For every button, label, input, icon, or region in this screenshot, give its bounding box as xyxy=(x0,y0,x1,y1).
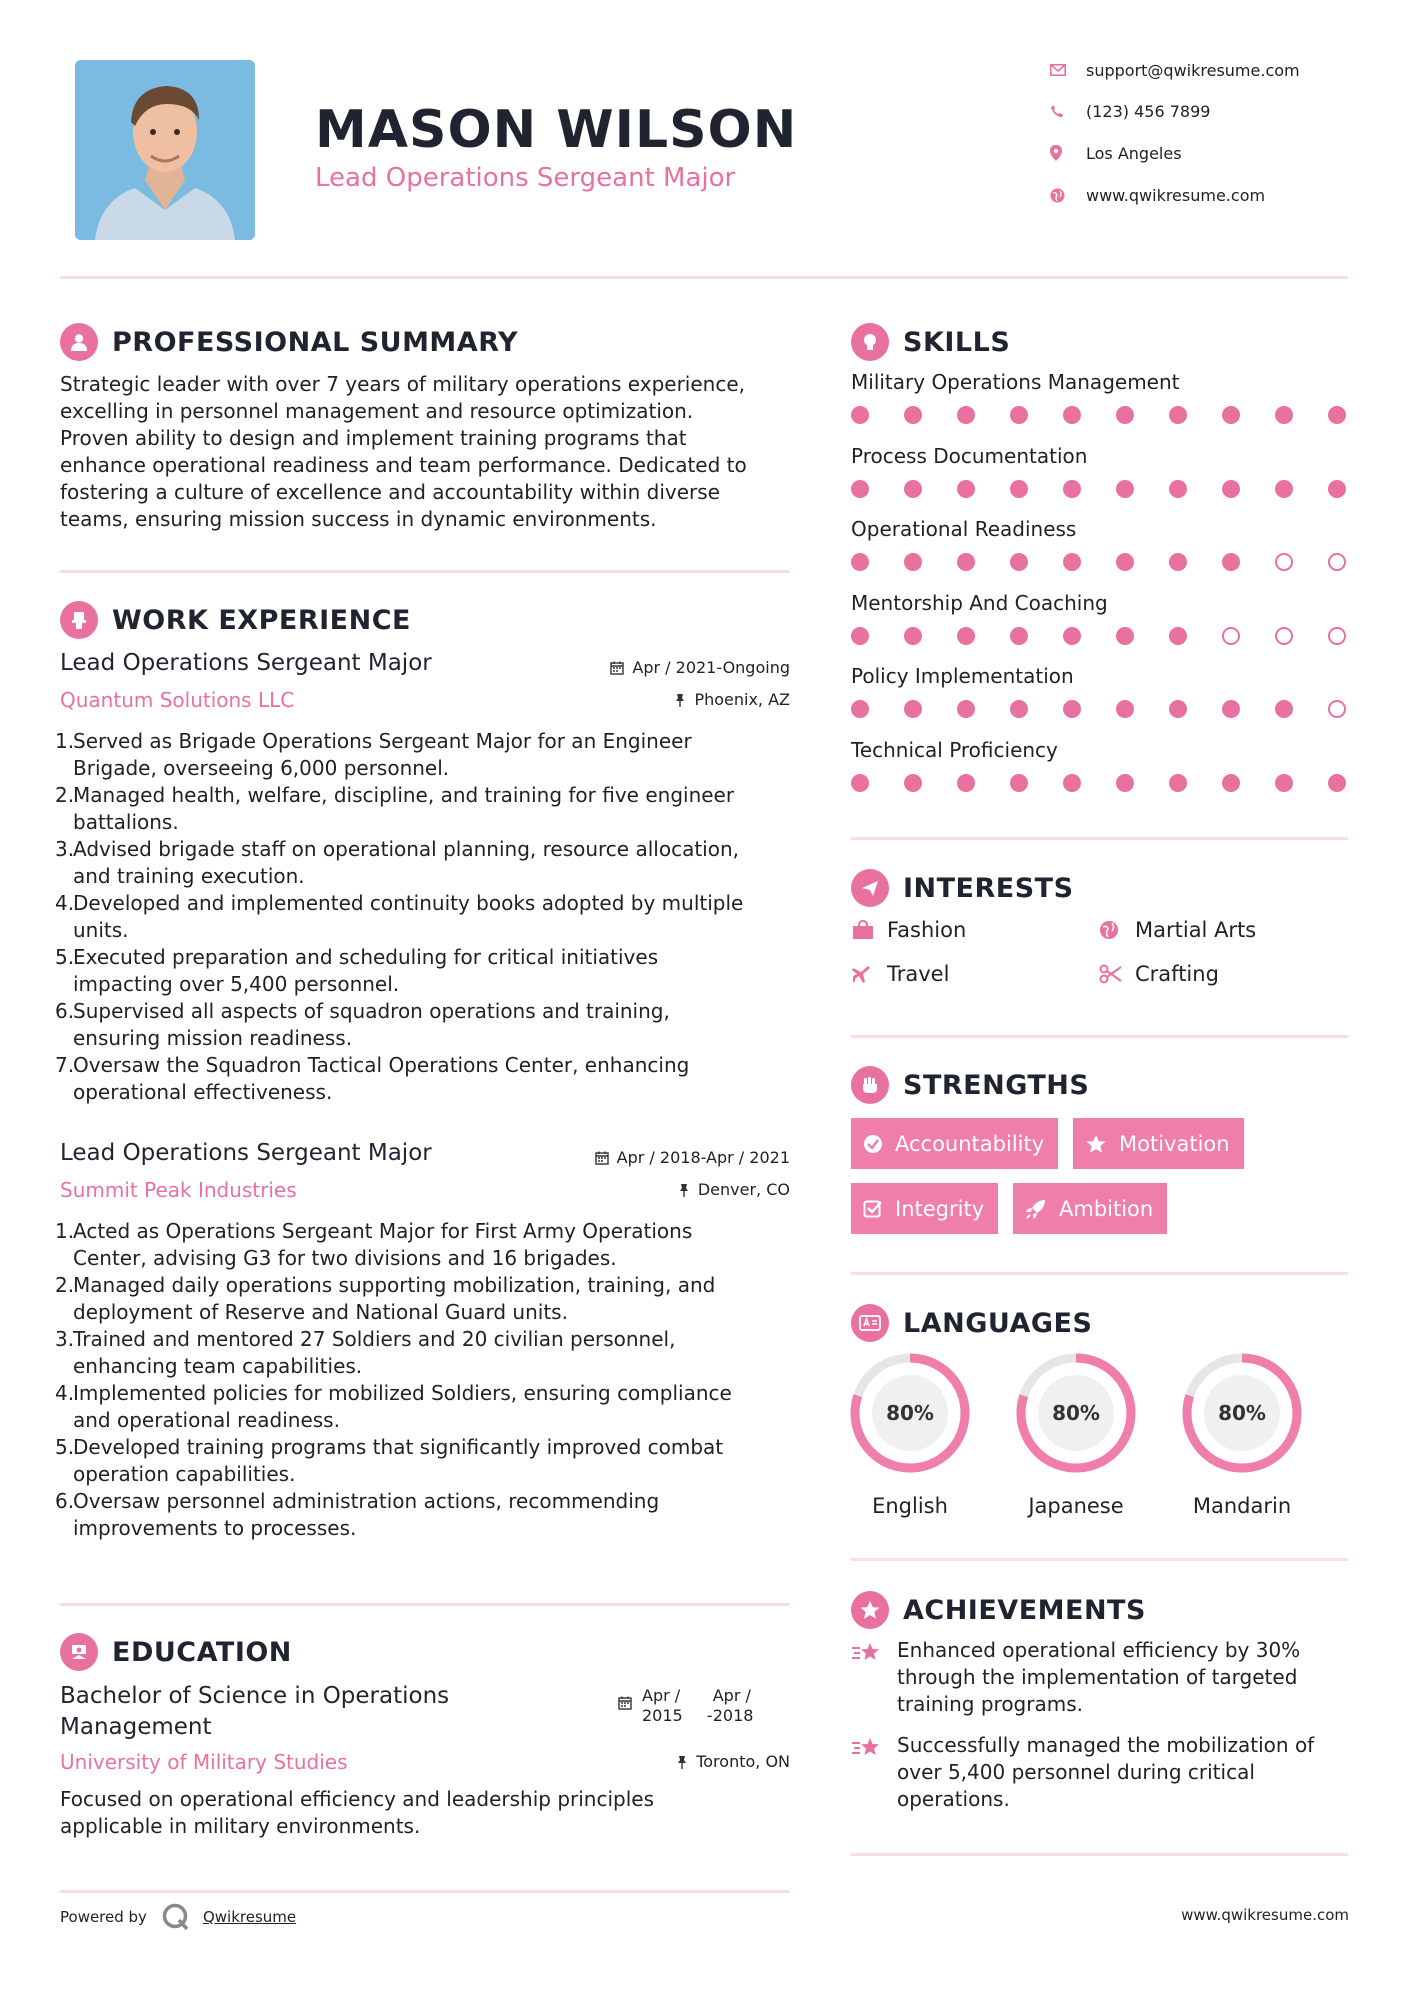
language-name: English xyxy=(872,1494,948,1518)
qwikresume-link[interactable]: Qwikresume xyxy=(202,1908,297,1926)
rating-dot-filled xyxy=(1169,627,1187,645)
list-item: 7. Oversaw the Squadron Tactical Operations Center, enhancing operational effectiveness. xyxy=(55,1053,690,1104)
skill-rating xyxy=(851,480,1346,498)
rating-dot-filled xyxy=(1222,774,1240,792)
achievements-heading: ACHIEVEMENTS xyxy=(851,1590,1146,1630)
list-item: 5. Developed training programs that significantly improved combat operation capabilities. xyxy=(55,1435,724,1486)
skill-rating xyxy=(851,553,1346,571)
education-heading: EDUCATION xyxy=(60,1632,292,1672)
pushpin-icon xyxy=(676,1755,688,1769)
rating-dot-filled xyxy=(1169,406,1187,424)
profile-photo xyxy=(75,60,255,240)
education-description: Focused on operational efficiency and leadership principles applicable in military environments. xyxy=(60,1787,655,1838)
rating-dot-filled xyxy=(851,406,869,424)
star-icon xyxy=(1085,1134,1107,1154)
rating-dot-filled xyxy=(1010,406,1028,424)
rating-dot-filled xyxy=(1063,774,1081,792)
rating-dot-filled xyxy=(1116,627,1134,645)
language-card-icon xyxy=(851,1304,889,1342)
job-1-dates: Apr / 2021-Ongoing xyxy=(610,658,790,677)
list-item: 1. Acted as Operations Sergeant Major for First Army Operations Center, advising G3 for two divisions and 16 brigades. xyxy=(55,1219,693,1270)
skill-name: Technical Proficiency xyxy=(851,737,1058,762)
skill-row xyxy=(851,664,1346,718)
location-text: Los Angeles xyxy=(1086,143,1182,163)
strengths-heading: STRENGTHS xyxy=(851,1065,1089,1105)
languages-divider xyxy=(851,1558,1348,1561)
strength-tag-motivation: Motivation xyxy=(1073,1118,1244,1169)
rating-dot-filled xyxy=(1010,627,1028,645)
list-item: 4. Implemented policies for mobilized Soldiers, ensuring compliance and operational readiness. xyxy=(55,1381,732,1432)
rating-dot-filled xyxy=(851,700,869,718)
language-percent: 80% xyxy=(1218,1401,1266,1425)
footer-divider xyxy=(60,1890,790,1893)
rating-dot-filled xyxy=(1063,627,1081,645)
rating-dot-filled xyxy=(1063,406,1081,424)
skill-row xyxy=(851,370,1346,424)
job-1-duties xyxy=(55,728,800,1106)
globe-icon xyxy=(1050,188,1086,203)
achievement-1: Enhanced operational efficiency by 30% through the implementation of targeted training programs. xyxy=(851,1637,1351,1718)
pushpin-icon xyxy=(678,1183,690,1197)
rating-dot-filled xyxy=(1116,774,1134,792)
email-text: support@qwikresume.com xyxy=(1086,60,1300,80)
education-location: Toronto, ON xyxy=(676,1752,790,1771)
website-text: www.qwikresume.com xyxy=(1086,185,1266,205)
rating-dot-filled xyxy=(1010,700,1028,718)
list-item: 2. Managed daily operations supporting mobilization, training, and deployment of Reserve and National Guard units. xyxy=(55,1273,716,1324)
work-divider xyxy=(60,1603,790,1606)
rating-dot-filled xyxy=(1275,406,1293,424)
briefcase-icon xyxy=(60,601,98,639)
education-dates: Apr / 2015 Apr / - 2018 xyxy=(618,1686,753,1726)
rating-dot-filled xyxy=(1116,700,1134,718)
skill-row xyxy=(851,591,1346,645)
rating-dot-empty xyxy=(1222,627,1240,645)
rating-dot-filled xyxy=(1063,700,1081,718)
rating-dot-filled xyxy=(904,406,922,424)
job-2-company: Summit Peak Industries xyxy=(60,1178,297,1202)
rating-dot-filled xyxy=(851,553,869,571)
skills-heading: SKILLS xyxy=(851,322,1010,362)
rating-dot-filled xyxy=(957,553,975,571)
rating-dot-filled xyxy=(904,627,922,645)
skill-row xyxy=(851,444,1346,498)
rating-dot-filled xyxy=(1116,406,1134,424)
lightbulb-icon xyxy=(851,323,889,361)
rating-dot-filled xyxy=(1169,700,1187,718)
achievements-divider xyxy=(851,1853,1348,1856)
summary-heading: PROFESSIONAL SUMMARY xyxy=(60,322,518,362)
header-divider xyxy=(60,276,1348,279)
scissors-icon xyxy=(1099,964,1135,984)
language-name: Mandarin xyxy=(1192,1494,1292,1518)
calendar-icon xyxy=(610,661,624,675)
rating-dot-filled xyxy=(1116,480,1134,498)
rating-dot-empty xyxy=(1328,700,1346,718)
contact-location xyxy=(1050,138,1182,168)
job-1-title: Lead Operations Sergeant Major xyxy=(60,650,432,676)
handbag-icon xyxy=(851,920,887,940)
phone-icon xyxy=(1050,104,1086,118)
rating-dot-filled xyxy=(1275,774,1293,792)
language-percent: 80% xyxy=(1052,1401,1100,1425)
star-badge-icon xyxy=(851,1591,889,1629)
fist-icon xyxy=(851,1066,889,1104)
rating-dot-filled xyxy=(904,553,922,571)
globe-icon xyxy=(1099,920,1135,940)
language-percent: 80% xyxy=(886,1401,934,1425)
rating-dot-filled xyxy=(904,774,922,792)
job-2-dates: Apr / 2018-Apr / 2021 xyxy=(595,1148,790,1167)
candidate-role: Lead Operations Sergeant Major xyxy=(315,163,736,193)
rating-dot-filled xyxy=(957,480,975,498)
interest-fashion: Fashion xyxy=(851,918,966,942)
skill-row xyxy=(851,738,1346,792)
school-name: University of Military Studies xyxy=(60,1750,348,1774)
check-circle-icon xyxy=(863,1134,883,1154)
interests-divider xyxy=(851,1035,1348,1038)
rating-dot-filled xyxy=(1275,700,1293,718)
contact-website[interactable] xyxy=(1050,180,1265,210)
rating-dot-filled xyxy=(1010,774,1028,792)
interest-martial-arts: Martial Arts xyxy=(1099,918,1256,942)
skill-rating xyxy=(851,627,1346,645)
interest-crafting: Crafting xyxy=(1099,962,1219,986)
rating-dot-filled xyxy=(1063,553,1081,571)
degree-title: Bachelor of Science in Operations Management xyxy=(60,1683,450,1740)
list-item: 3. Trained and mentored 27 Soldiers and 20 civilian personnel, enhancing team capabilities. xyxy=(55,1327,676,1378)
rating-dot-filled xyxy=(851,627,869,645)
rating-dot-filled xyxy=(957,774,975,792)
job-2-duties xyxy=(55,1218,800,1542)
skill-row xyxy=(851,517,1346,571)
rating-dot-filled xyxy=(1116,553,1134,571)
rating-dot-filled xyxy=(1010,553,1028,571)
graduation-cap-icon xyxy=(60,1633,98,1671)
list-item: 3. Advised brigade staff on operational planning, resource allocation, and training execution. xyxy=(55,837,739,888)
summary-text: Strategic leader with over 7 years of military operations experience, excelling in personnel management and resource optimization. Proven ability to design and implement training programs that enhance operational readiness and team performance. Dedicated to fostering a culture of excellence and accountability within diverse teams, ensuring mission success in dynamic environments. xyxy=(60,372,747,531)
rating-dot-filled xyxy=(851,480,869,498)
rating-dot-filled xyxy=(1275,480,1293,498)
footer-website[interactable]: www.qwikresume.com xyxy=(1181,1906,1349,1924)
rating-dot-filled xyxy=(957,700,975,718)
summary-divider xyxy=(60,570,790,573)
rating-dot-empty xyxy=(1275,627,1293,645)
strength-tag-integrity: Integrity xyxy=(851,1183,998,1234)
rating-dot-filled xyxy=(957,406,975,424)
skill-name: Operational Readiness xyxy=(851,517,1077,541)
skill-rating xyxy=(851,774,1346,792)
rating-dot-filled xyxy=(1222,700,1240,718)
interests-heading: INTERESTS xyxy=(851,868,1074,908)
rocket-icon xyxy=(1025,1198,1047,1220)
user-icon xyxy=(60,323,98,361)
qwikresume-logo-icon xyxy=(161,1902,191,1932)
checkbox-icon xyxy=(863,1199,883,1219)
skill-name: Policy Implementation xyxy=(851,664,1074,688)
rating-dot-filled xyxy=(1222,406,1240,424)
rating-dot-filled xyxy=(1328,774,1346,792)
language-ring xyxy=(1013,1350,1139,1476)
strength-tag-ambition: Ambition xyxy=(1013,1183,1167,1234)
language-name: Japanese xyxy=(1028,1494,1124,1518)
language-ring xyxy=(847,1350,973,1476)
skill-rating xyxy=(851,700,1346,718)
rating-dot-filled xyxy=(904,700,922,718)
list-item: 6. Supervised all aspects of squadron operations and training, ensuring mission readiness. xyxy=(55,999,670,1050)
rating-dot-filled xyxy=(1010,480,1028,498)
rating-dot-filled xyxy=(1169,774,1187,792)
location-pin-icon xyxy=(1050,145,1086,161)
rating-dot-empty xyxy=(1328,553,1346,571)
rating-dot-filled xyxy=(1063,480,1081,498)
rating-dot-filled xyxy=(957,627,975,645)
powered-by: Powered by Qwikresume xyxy=(60,1902,296,1932)
list-item: 6. Oversaw personnel administration actions, recommending improvements to processes. xyxy=(55,1489,660,1540)
paper-plane-icon xyxy=(851,869,889,907)
languages-heading: LANGUAGES xyxy=(851,1303,1092,1343)
language-item xyxy=(1179,1350,1305,1518)
list-item: 5. Executed preparation and scheduling for critical initiatives impacting over 5,400 personnel. xyxy=(55,945,659,996)
job-1-location: Phoenix, AZ xyxy=(674,690,790,709)
envelope-icon xyxy=(1050,64,1086,76)
strengths-divider xyxy=(851,1272,1348,1275)
rating-dot-filled xyxy=(851,774,869,792)
work-heading: WORK EXPERIENCE xyxy=(60,600,411,640)
shooting-star-icon xyxy=(851,1637,897,1672)
calendar-icon xyxy=(595,1151,609,1165)
skill-name: Mentorship And Coaching xyxy=(851,590,1108,615)
job-1-company: Quantum Solutions LLC xyxy=(60,688,295,712)
language-ring xyxy=(1179,1350,1305,1476)
rating-dot-filled xyxy=(1169,553,1187,571)
rating-dot-filled xyxy=(904,480,922,498)
rating-dot-filled xyxy=(1222,553,1240,571)
shooting-star-icon xyxy=(851,1732,897,1767)
list-item: 4. Developed and implemented continuity books adopted by multiple units. xyxy=(55,891,744,942)
contact-phone[interactable] xyxy=(1050,96,1210,126)
achievement-2: Successfully managed the mobilization of over 5,400 personnel during critical operations. xyxy=(851,1732,1351,1813)
language-item xyxy=(847,1350,973,1518)
rating-dot-filled xyxy=(1222,480,1240,498)
airplane-icon xyxy=(851,964,887,984)
rating-dot-filled xyxy=(1328,406,1346,424)
skill-rating xyxy=(851,406,1346,424)
job-2-location: Denver, CO xyxy=(678,1180,790,1199)
phone-text: (123) 456 7899 xyxy=(1086,101,1211,121)
strength-tag-accountability: Accountability xyxy=(851,1118,1058,1169)
calendar-icon xyxy=(618,1696,632,1710)
job-2-title: Lead Operations Sergeant Major xyxy=(60,1140,432,1166)
skill-name: Process Documentation xyxy=(851,443,1088,468)
list-item: 1. Served as Brigade Operations Sergeant Major for an Engineer Brigade, overseeing 6,000 personnel. xyxy=(55,729,692,780)
pushpin-icon xyxy=(674,693,686,707)
rating-dot-filled xyxy=(1328,480,1346,498)
candidate-name: MASON WILSON xyxy=(315,100,798,160)
skills-divider xyxy=(851,837,1348,840)
contact-email[interactable] xyxy=(1050,55,1300,85)
language-item xyxy=(1013,1350,1139,1518)
rating-dot-filled xyxy=(1169,480,1187,498)
skill-name: Military Operations Management xyxy=(851,370,1180,394)
list-item: 2. Managed health, welfare, discipline, and training for five engineer battalions. xyxy=(55,783,735,834)
interest-travel: Travel xyxy=(851,962,949,986)
rating-dot-empty xyxy=(1275,553,1293,571)
rating-dot-empty xyxy=(1328,627,1346,645)
